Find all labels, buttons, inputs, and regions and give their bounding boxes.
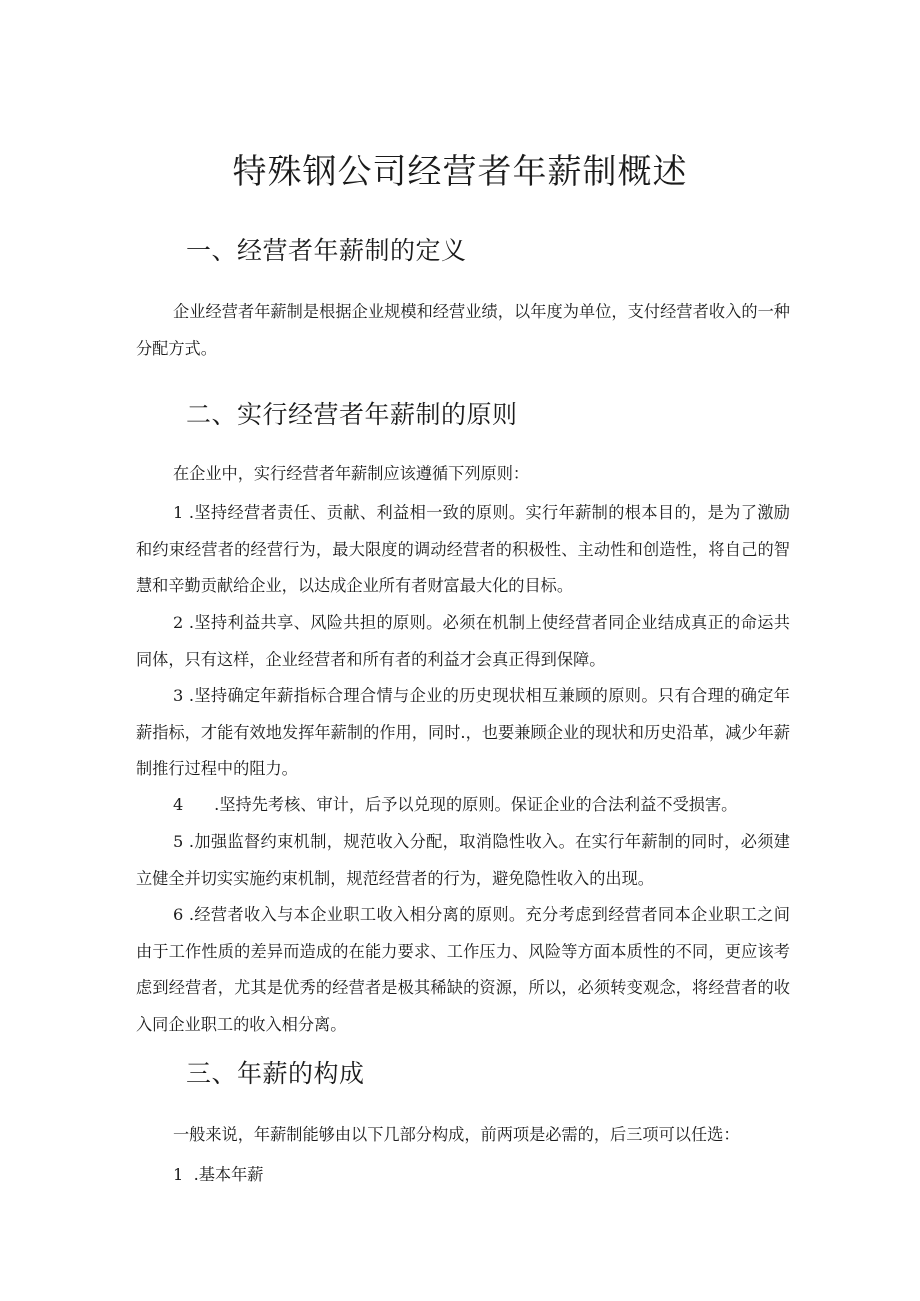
paragraph-composition-intro: 一般来说，年薪制能够由以下几部分构成，前两项是必需的，后三项可以任选： <box>173 1125 740 1144</box>
paragraph-principle-6: 6 .经营者收入与本企业职工收入相分离的原则。充分考虑到经营者同本企业职工之间由于工作性质的差异而造成的在能力要求、工作压力、风险等方面本质性的不同，更应该考虑到经营者，尤其是优秀的经营者是极其稀缺的资源，所以，必须转变观念，将经营者的收入同企业职工的收入相分离。 <box>136 905 790 1034</box>
paragraph-principle-2: 2 .坚持利益共享、风险共担的原则。必须在机制上使经营者同企业结成真正的命运共同体，只有这样，企业经营者和所有者的利益才会真正得到保障。 <box>136 613 790 669</box>
paragraph-principle-3: 3 .坚持确定年薪指标合理合情与企业的历史现状相互兼顾的原则。只有合理的确定年薪指标，才能有效地发挥年薪制的作用，同时.，也要兼顾企业的现状和历史沿革，减少年薪制推行过程中的阻力。 <box>136 686 790 778</box>
paragraph-principle-1: 1 .坚持经营者责任、贡献、利益相一致的原则。实行年薪制的根本目的，是为了激励和约束经营者的经营行为，最大限度的调动经营者的积极性、主动性和创造性，将自己的智慧和辛勤贡献给企业，以达成企业所有者财富最大化的目标。 <box>136 503 790 595</box>
section-heading-composition: 三、年薪的构成 <box>186 1059 365 1088</box>
paragraph-principles-intro: 在企业中，实行经营者年薪制应该遵循下列原则： <box>173 464 530 483</box>
section-heading-principles: 二、实行经营者年薪制的原则 <box>186 400 518 429</box>
section-heading-definition: 一、经营者年薪制的定义 <box>186 236 467 265</box>
paragraph-principle-5: 5 .加强监督约束机制，规范收入分配，取消隐性收入。在实行年薪制的同时，必须建立健全并切实实施约束机制，规范经营者的行为，避免隐性收入的出现。 <box>136 832 790 888</box>
paragraph-principle-4: 4 .坚持先考核、审计，后予以兑现的原则。保证企业的合法利益不受损害。 <box>173 795 738 814</box>
list-item-base-salary: 1 .基本年薪 <box>173 1165 264 1184</box>
paragraph-definition: 企业经营者年薪制是根据企业规模和经营业绩，以年度为单位，支付经营者收入的一种分配方式。 <box>136 302 790 358</box>
document-title: 特殊钢公司经营者年薪制概述 <box>232 152 688 192</box>
